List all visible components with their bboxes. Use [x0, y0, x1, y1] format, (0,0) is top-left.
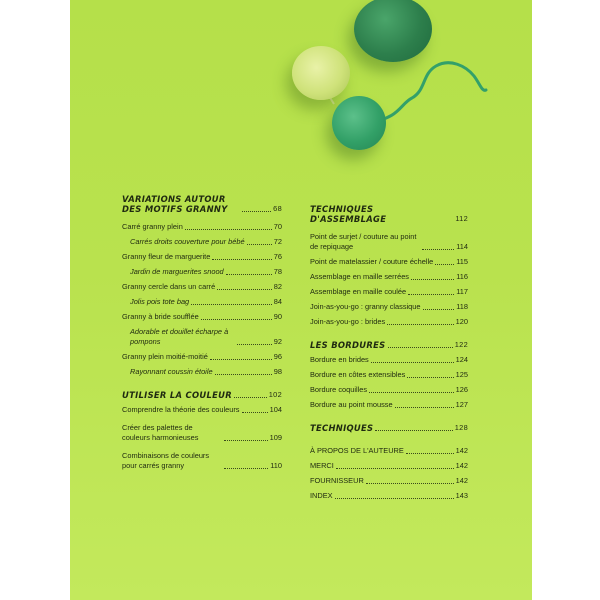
toc-entry-title: Bordure au point mousse: [310, 400, 393, 409]
leader-dots: [387, 324, 453, 325]
toc-entry-title: Jardin de marguerites snood: [130, 267, 224, 276]
leader-dots: [217, 289, 272, 290]
leader-dots: [406, 453, 454, 454]
leader-dots: [201, 319, 272, 320]
toc-page-number: 82: [273, 282, 282, 291]
toc-entry-title: Point de surjet / couture au point de repiquage: [310, 232, 417, 251]
toc-entry[interactable]: [122, 405, 282, 415]
leader-dots: [247, 244, 272, 245]
toc-entry-title: Assemblage en maille serrées: [310, 272, 409, 281]
leader-dots: [371, 362, 454, 363]
toc-page-number: 142: [455, 461, 468, 470]
leader-dots: [242, 412, 268, 413]
toc-entry[interactable]: [122, 451, 282, 471]
leader-dots: [369, 392, 454, 393]
toc-page-number: 76: [273, 252, 282, 261]
toc-entry[interactable]: [122, 222, 282, 232]
toc-page-number: 115: [456, 257, 468, 266]
leader-dots: [422, 249, 454, 250]
yarn-photo: [70, 0, 532, 190]
toc-entry-title: Jolis pois tote bag: [130, 297, 190, 306]
leader-dots: [212, 259, 271, 260]
toc-entry[interactable]: [310, 272, 468, 282]
toc-page-number: 116: [456, 272, 468, 281]
toc-entry[interactable]: [310, 317, 468, 327]
toc-entry[interactable]: [310, 491, 468, 501]
leader-dots: [408, 294, 454, 295]
toc-page-number: 70: [273, 222, 282, 231]
toc-project-entry[interactable]: [122, 297, 282, 307]
toc-heading[interactable]: [122, 194, 282, 214]
toc-entry-title: Bordure en côtes extensibles: [310, 370, 406, 379]
leader-dots: [388, 347, 453, 348]
toc-page-number: 102: [268, 390, 282, 399]
toc-heading[interactable]: [310, 423, 468, 433]
toc-entry[interactable]: [310, 287, 468, 297]
toc-entry-title: Comprendre la théorie des couleurs: [122, 405, 240, 414]
toc-entry[interactable]: [310, 370, 468, 380]
toc-entry-title: Adorable et douillet écharpe à pompons: [130, 327, 229, 346]
toc-entry-title: Carré granny plein: [122, 222, 183, 231]
toc-entry-title: Assemblage en maille coulée: [310, 287, 407, 296]
toc-entry[interactable]: [122, 312, 282, 322]
leader-dots: [411, 279, 454, 280]
toc-left-column: [122, 194, 282, 471]
toc-entry[interactable]: [310, 355, 468, 365]
toc-entry[interactable]: [310, 257, 468, 267]
toc-entry-title: Join-as-you-go : granny classique: [310, 302, 421, 311]
leader-dots: [224, 440, 268, 441]
green-yarn-ball: [332, 96, 386, 150]
leader-dots: [234, 397, 267, 398]
toc-entry-title: Point de matelassier / couture échelle: [310, 257, 434, 266]
toc-page-number: 78: [273, 267, 282, 276]
toc-page-number: 68: [273, 204, 282, 213]
toc-entry-title: Granny fleur de marguerite: [122, 252, 211, 261]
leader-dots: [215, 374, 272, 375]
leader-dots: [242, 211, 271, 212]
toc-page-number: 92: [273, 337, 282, 346]
leader-dots: [191, 304, 272, 305]
toc-heading-title: VARIATIONS AUTOUR DES MOTIFS GRANNY: [122, 194, 228, 214]
toc-entry-title: Bordure en brides: [310, 355, 369, 364]
toc-page-number: 124: [455, 355, 468, 364]
toc-entry-title: FOURNISSEUR: [310, 476, 364, 485]
leader-dots: [210, 359, 272, 360]
toc-entry-title: Carrés droits couverture pour bébé: [130, 237, 245, 246]
leader-dots: [423, 309, 455, 310]
toc-heading[interactable]: [310, 204, 468, 224]
leader-dots: [366, 483, 454, 484]
toc-entry[interactable]: [310, 400, 468, 410]
toc-page-number: 118: [456, 302, 468, 311]
toc-entry-title: Granny à bride soufflée: [122, 312, 199, 321]
toc-entry[interactable]: [122, 352, 282, 362]
leader-dots: [237, 344, 272, 345]
leader-dots: [375, 430, 452, 431]
book-page: [70, 0, 532, 600]
yarn-strand: [70, 0, 532, 190]
pale-yellow-yarn-ball: [292, 46, 350, 100]
toc-project-entry[interactable]: [122, 237, 282, 247]
toc-heading-title: UTILISER LA COULEUR: [122, 390, 233, 400]
toc-page-number: 142: [455, 476, 468, 485]
toc-page-number: 84: [273, 297, 282, 306]
toc-page-number: 112: [455, 214, 468, 223]
toc-entry-title: Bordure coquilles: [310, 385, 368, 394]
toc-entry[interactable]: [310, 476, 468, 486]
toc-entry[interactable]: [310, 302, 468, 312]
toc-entry-title: Rayonnant coussin étoile: [130, 367, 213, 376]
toc-page-number: 109: [269, 433, 282, 442]
leader-dots: [224, 468, 268, 469]
toc-entry-title: Granny plein moitié-moitié: [122, 352, 208, 361]
toc-entry-title: INDEX: [310, 491, 333, 500]
leader-dots: [335, 498, 454, 499]
toc-entry-title: MERCI: [310, 461, 334, 470]
toc-page-number: 90: [273, 312, 282, 321]
toc-page-number: 126: [455, 385, 468, 394]
toc-entry-title: Créer des palettes de couleurs harmonieuses: [122, 423, 199, 442]
toc-page-number: 127: [455, 400, 468, 409]
toc-project-entry[interactable]: [122, 267, 282, 277]
toc-entry[interactable]: [310, 232, 468, 252]
toc-right-column: [310, 204, 468, 501]
toc-heading-title: LES BORDURES: [310, 340, 386, 350]
leader-dots: [395, 407, 454, 408]
toc-page-number: 120: [455, 317, 468, 326]
toc-page-number: 96: [273, 352, 282, 361]
toc-entry[interactable]: [122, 282, 282, 292]
toc-heading[interactable]: [122, 390, 282, 400]
toc-page-number: 117: [456, 287, 468, 296]
toc-heading-title: TECHNIQUES D'ASSEMBLAGE: [310, 204, 387, 224]
toc-entry[interactable]: [310, 446, 468, 456]
toc-entry-title: Granny cercle dans un carré: [122, 282, 216, 291]
toc-page-number: 142: [455, 446, 468, 455]
toc-project-entry[interactable]: [122, 367, 282, 377]
toc-heading[interactable]: [310, 340, 468, 350]
toc-page-number: 125: [455, 370, 468, 379]
leader-dots: [435, 264, 454, 265]
toc-page-number: 98: [273, 367, 282, 376]
toc-page-number: 72: [273, 237, 282, 246]
leader-dots: [226, 274, 272, 275]
toc-entry[interactable]: [310, 461, 468, 471]
toc-entry[interactable]: [310, 385, 468, 395]
leader-dots: [407, 377, 453, 378]
toc-page-number: 128: [454, 423, 468, 432]
toc-page-number: 104: [269, 405, 282, 414]
toc-project-entry[interactable]: [122, 327, 282, 347]
toc-heading-title: TECHNIQUES: [310, 423, 374, 433]
toc-page-number: 110: [270, 461, 282, 470]
toc-page-number: 114: [456, 242, 468, 251]
toc-entry[interactable]: [122, 252, 282, 262]
toc-entry-title: Combinaisons de couleurs pour carrés granny: [122, 451, 210, 470]
leader-dots: [185, 229, 272, 230]
toc-entry[interactable]: [122, 423, 282, 443]
toc-entry-title: À PROPOS DE L'AUTEURE: [310, 446, 404, 455]
toc-page-number: 143: [455, 491, 468, 500]
toc-entry-title: Join-as-you-go : brides: [310, 317, 386, 326]
leader-dots: [336, 468, 454, 469]
toc-page-number: 122: [454, 340, 468, 349]
